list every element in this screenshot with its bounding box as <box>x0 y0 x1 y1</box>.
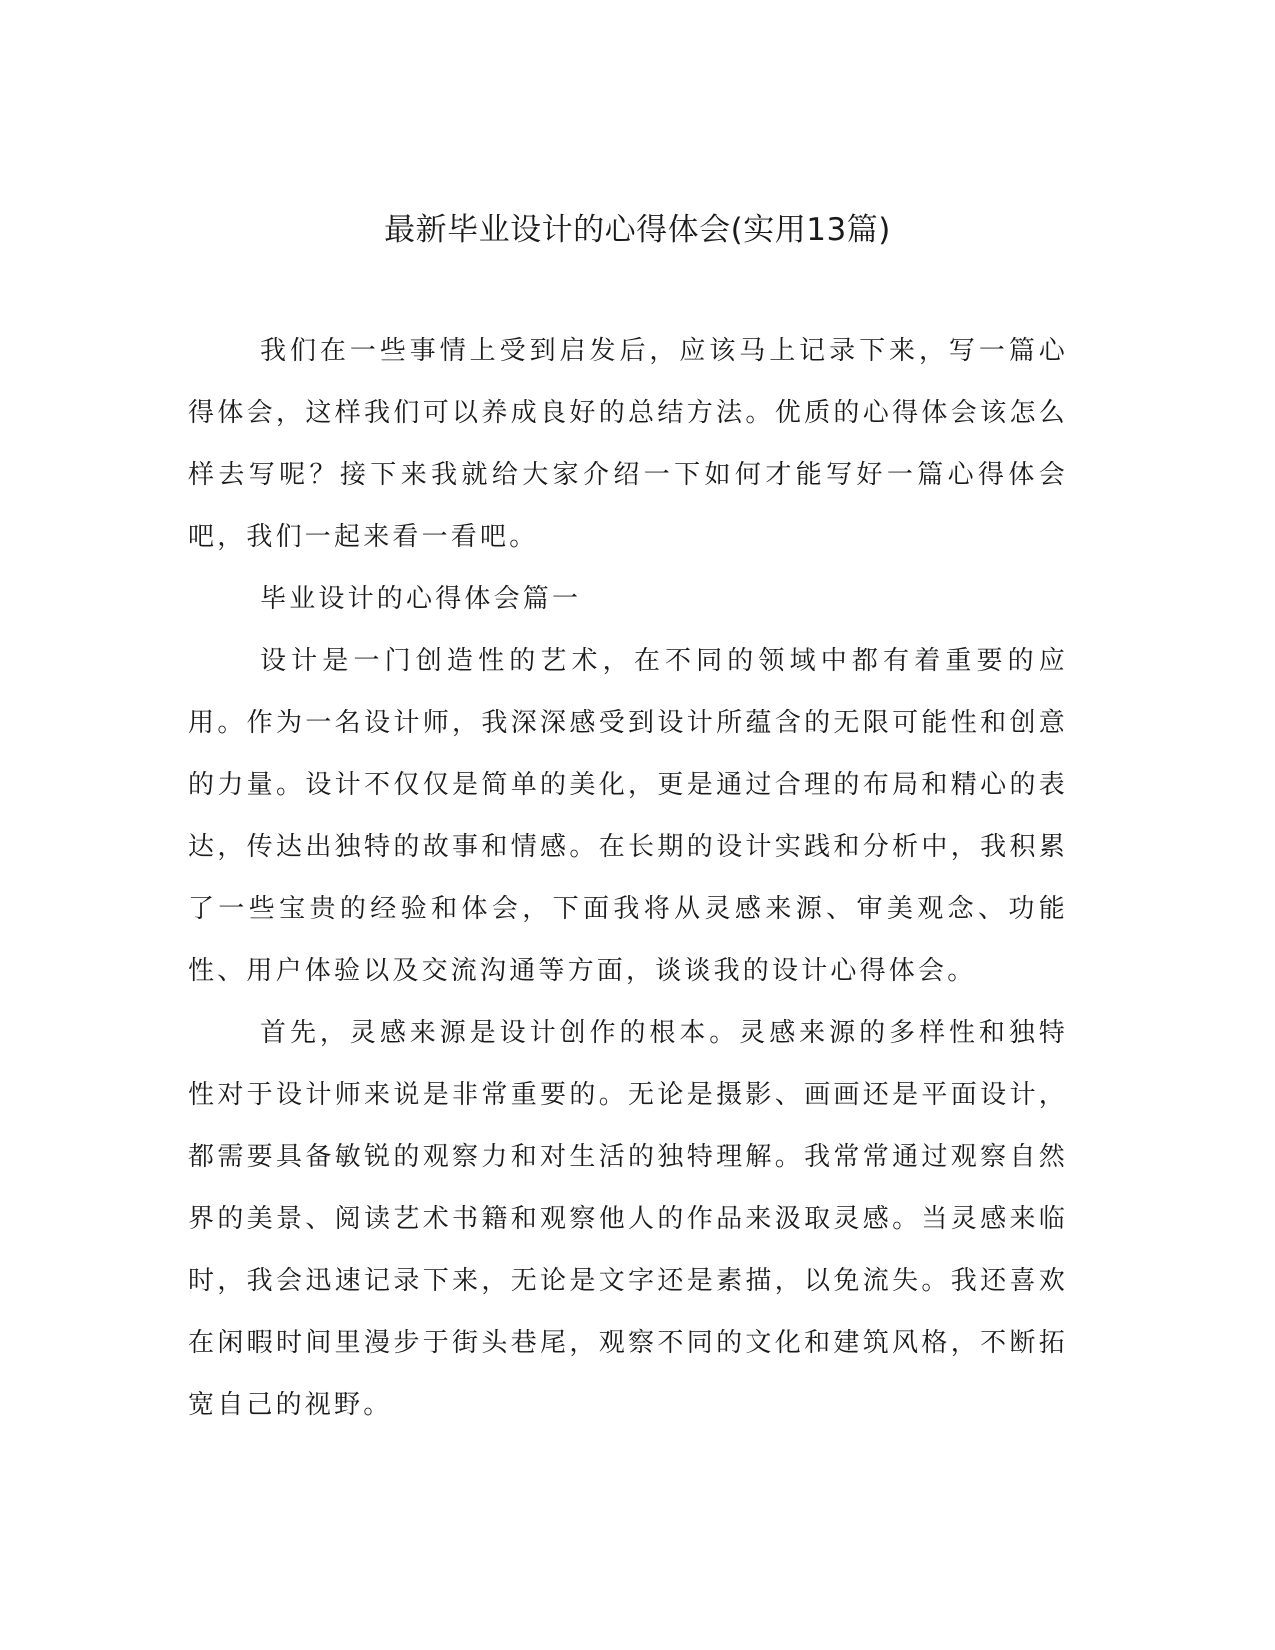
body-paragraph: 设计是一门创造性的艺术，在不同的领域中都有着重要的应用。作为一名设计师，我深深感受到设计所蕴含的无限可能性和创意的力量。设计不仅仅是简单的美化，更是通过合理的布局和精心的表达，传达出独特的故事和情感。在长期的设计实践和分析中，我积累了一些宝贵的经验和体会，下面我将从灵感来源、审美观念、功能性、用户体验以及交流沟通等方面，谈谈我的设计心得体会。 <box>188 646 1068 986</box>
document-body <box>188 320 1068 1436</box>
document-title: 最新毕业设计的心得体会(实用13篇) <box>384 212 891 248</box>
body-paragraph: 首先，灵感来源是设计创作的根本。灵感来源的多样性和独特性对于设计师来说是非常重要的。无论是摄影、画画还是平面设计，都需要具备敏锐的观察力和对生活的独特理解。我常常通过观察自然界的美景、阅读艺术书籍和观察他人的作品来汲取灵感。当灵感来临时，我会迅速记录下来，无论是文字还是素描，以免流失。我还喜欢在闲暇时间里漫步于街头巷尾，观察不同的文化和建筑风格，不断拓宽自己的视野。 <box>188 1018 1068 1420</box>
intro-paragraph: 我们在一些事情上受到启发后，应该马上记录下来，写一篇心得体会，这样我们可以养成良好的总结方法。优质的心得体会该怎么样去写呢？接下来我就给大家介绍一下如何才能写好一篇心得体会吧，我们一起来看一看吧。 <box>188 336 1068 552</box>
section-heading: 毕业设计的心得体会篇一 <box>260 584 582 614</box>
